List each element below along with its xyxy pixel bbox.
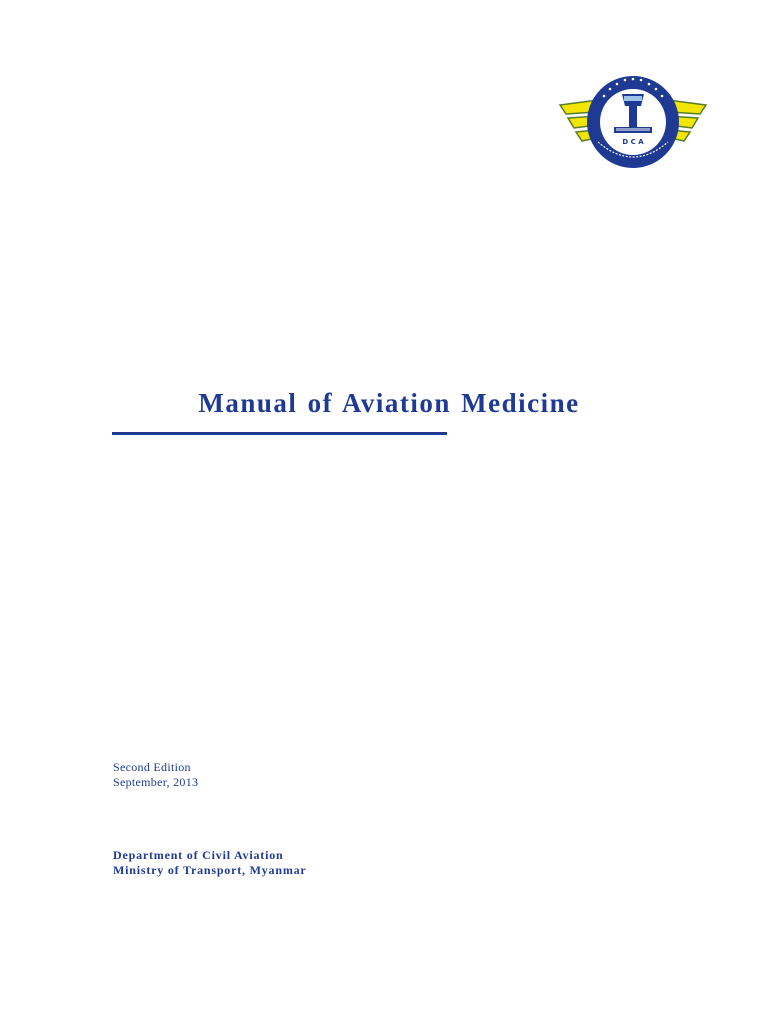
department-name: Department of Civil Aviation <box>113 848 284 862</box>
edition-block <box>113 760 198 790</box>
emblem-dca-text: D C A <box>622 138 644 146</box>
edition-text: Second Edition <box>113 760 191 774</box>
ministry-name: Ministry of Transport, Myanmar <box>113 863 307 877</box>
document-title: Manual of Aviation Medicine <box>198 388 580 418</box>
publisher-block <box>113 848 307 878</box>
edition-date: September, 2013 <box>113 775 199 789</box>
dca-emblem-logo <box>558 72 708 172</box>
title-underline <box>112 432 447 435</box>
